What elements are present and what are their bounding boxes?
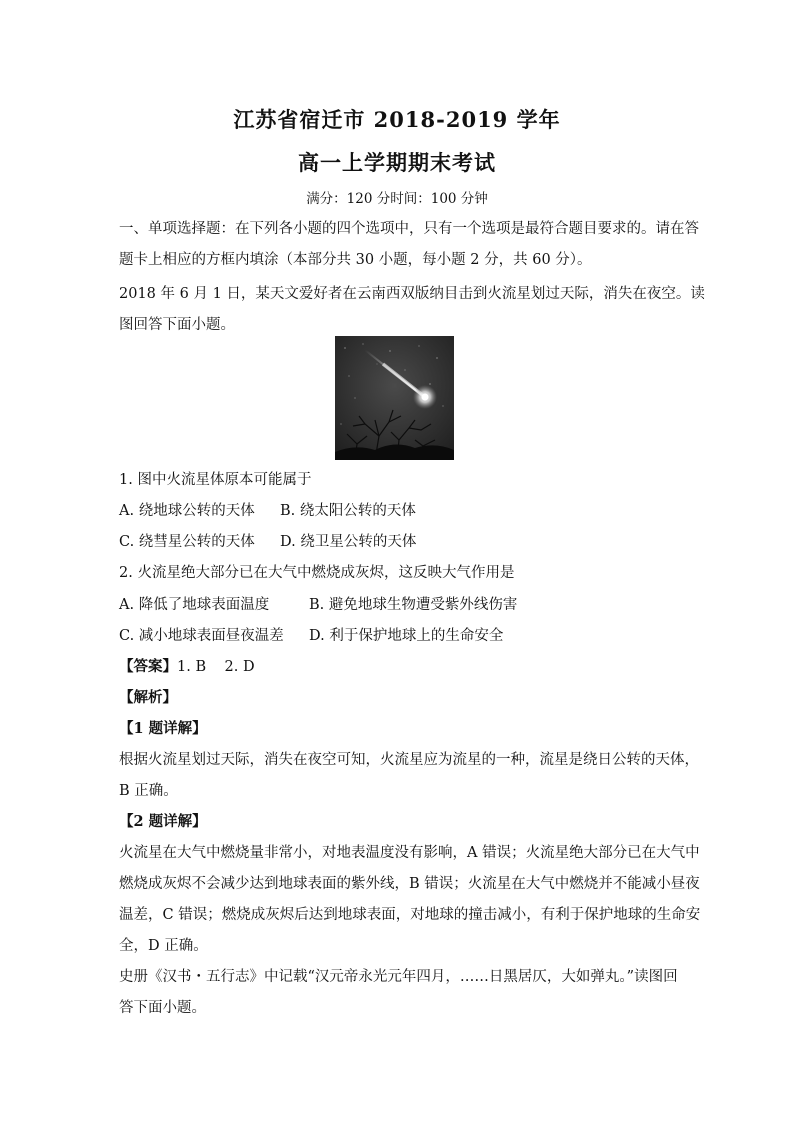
detail-2-line-3: 温差，C 错误；燃烧成灰烬后达到地球表面，对地球的撞击减小，有利于保护地球的生命安 [119,907,701,923]
question-2-option-b: B. 避免地球生物遭受紫外线伤害 [309,597,518,613]
section-instruction-line-1: 一、单项选择题：在下列各小题的四个选项中，只有一个选项是最符合题目要求的。请在答 [119,221,699,237]
stem-2-line-2: 答下面小题。 [119,1000,206,1016]
analysis-label: 【解析】 [119,689,177,706]
question-2-option-c: C. 减小地球表面昼夜温差 [119,628,284,644]
stem-2-line-1: 史册《汉书・五行志》中记载“汉元帝永光元年四月，……日黑居仄，大如弹丸。”读图回 [119,969,678,985]
detail-1-label: 【1 题详解】 [119,720,207,737]
question-2-option-a: A. 降低了地球表面温度 [119,597,270,613]
question-1-stem: 1. 图中火流星体原本可能属于 [119,472,312,488]
exam-meta: 满分：120 分时间：100 分钟 [306,191,488,207]
question-2-option-d: D. 利于保护地球上的生命安全 [309,628,504,644]
question-1-option-a: A. 绕地球公转的天体 [119,503,255,519]
title-line-2: 高一上学期期末考试 [298,150,496,175]
detail-2-line-4: 全，D 正确。 [119,938,208,954]
stem-1-line-1: 2018 年 6 月 1 日，某天文爱好者在云南西双版纳目击到火流星划过天际，消失在夜空。读 [119,286,705,302]
question-1-option-c: C. 绕彗星公转的天体 [119,534,255,550]
question-2-stem: 2. 火流星绝大部分已在大气中燃烧成灰烬，这反映大气作用是 [119,565,515,581]
section-instruction-line-2: 题卡上相应的方框内填涂（本部分共 30 小题，每小题 2 分，共 60 分）。 [119,252,592,268]
answer-value: 1. B 2. D [177,659,255,675]
question-1-option-d: D. 绕卫星公转的天体 [280,534,417,550]
detail-1-line-1: 根据火流星划过天际，消失在夜空可知，火流星应为流星的一种，流星是绕日公转的天体， [119,752,699,768]
answer-line [119,655,255,676]
fireball-night-sky-photo [335,336,454,460]
question-1-option-b: B. 绕太阳公转的天体 [280,503,416,519]
detail-2-line-1: 火流星在大气中燃烧量非常小，对地表温度没有影响，A 错误；火流星绝大部分已在大气中 [119,845,700,861]
detail-2-label: 【2 题详解】 [119,813,207,830]
detail-1-line-2: B 正确。 [119,783,178,799]
title-line-1: 江苏省宿迁市 2018-2019 学年 [233,107,561,132]
stem-1-line-2: 图回答下面小题。 [119,317,235,333]
detail-2-line-2: 燃烧成灰烬不会减少达到地球表面的紫外线，B 错误；火流星在大气中燃烧并不能减小昼夜 [119,876,700,892]
answer-label: 【答案】 [119,658,177,675]
